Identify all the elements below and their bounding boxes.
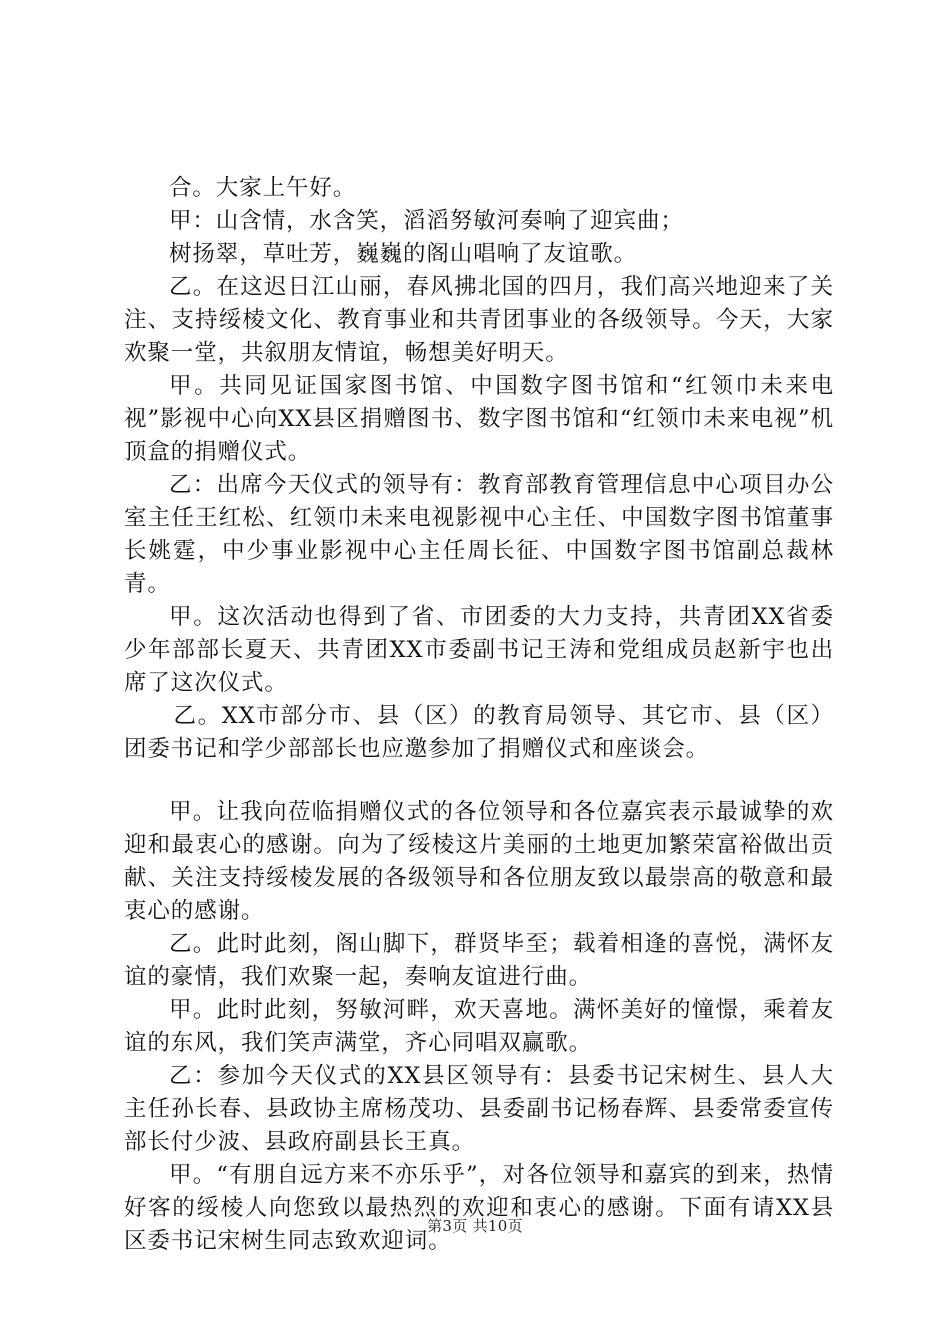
paragraph-jia-6: 甲。“有朋自远方来不亦乐乎”，对各位领导和嘉宾的到来，热情好客的绥棱人向您致以最热烈的欢迎和衷心的感谢。下面有请XX县区委书记宋树生同志致欢迎词。 (124, 1162, 834, 1254)
paragraph-jia-1-cont: 树扬翠，草吐芳，巍巍的阁山唱响了友谊歌。 (169, 241, 638, 267)
page-number-footer: 第3页 共10页 (427, 1217, 523, 1235)
paragraph-jia-4: 甲。让我向莅临捐赠仪式的各位领导和各位嘉宾表示最诚挚的欢迎和最衷心的感谢。向为了绥棱这片美丽的土地更加繁荣富裕做出贡献、关注支持绥棱发展的各级领导和各位朋友致以最崇高的敬意和最衷心的感谢。 (124, 799, 834, 924)
document-body (124, 172, 834, 1258)
paragraph-yi-5: 乙：参加今天仪式的XX县区领导有：县委书记宋树生、县人大主任孙长春、县政协主席杨茂功、县委副书记杨春辉、县委常委宣传部长付少波、县政府副县长王真。 (124, 1063, 834, 1155)
paragraph-greeting: 合。大家上午好。 (169, 175, 357, 201)
paragraph-yi-1: 乙。在这迟日江山丽，春风拂北国的四月，我们高兴地迎来了关注、支持绥棱文化、教育事业和共青团事业的各级领导。今天，大家欢聚一堂，共叙朋友情谊，畅想美好明天。 (124, 274, 834, 366)
paragraph-jia-3: 甲。这次活动也得到了省、市团委的大力支持，共青团XX省委少年部部长夏天、共青团XX市委副书记王涛和党组成员赵新宇也出席了这次仪式。 (124, 604, 834, 696)
paragraph-yi-2: 乙：出席今天仪式的领导有：教育部教育管理信息中心项目办公室主任王红松、红领巾未来电视影视中心主任、中国数字图书馆董事长姚霆，中少事业影视中心主任周长征、中国数字图书馆副总裁林青。 (124, 472, 834, 597)
paragraph-jia-5: 甲。此时此刻，努敏河畔，欢天喜地。满怀美好的憧憬，乘着友谊的东风，我们笑声满堂，齐心同唱双赢歌。 (124, 997, 834, 1056)
paragraph-jia-1: 甲：山含情，水含笑，滔滔努敏河奏响了迎宾曲； (169, 208, 684, 234)
paragraph-jia-2: 甲。共同见证国家图书馆、中国数字图书馆和“红领巾未来电视”影视中心向XX县区捐赠图书、数字图书馆和“红领巾未来电视”机顶盒的捐赠仪式。 (124, 373, 834, 465)
paragraph-yi-4: 乙。此时此刻，阁山脚下，群贤毕至；载着相逢的喜悦，满怀友谊的豪情，我们欢聚一起，奏响友谊进行曲。 (124, 931, 834, 990)
paragraph-yi-3: 乙。XX市部分市、县（区）的教育局领导、其它市、县（区）团委书记和学少部部长也应邀参加了捐赠仪式和座谈会。 (124, 703, 834, 762)
